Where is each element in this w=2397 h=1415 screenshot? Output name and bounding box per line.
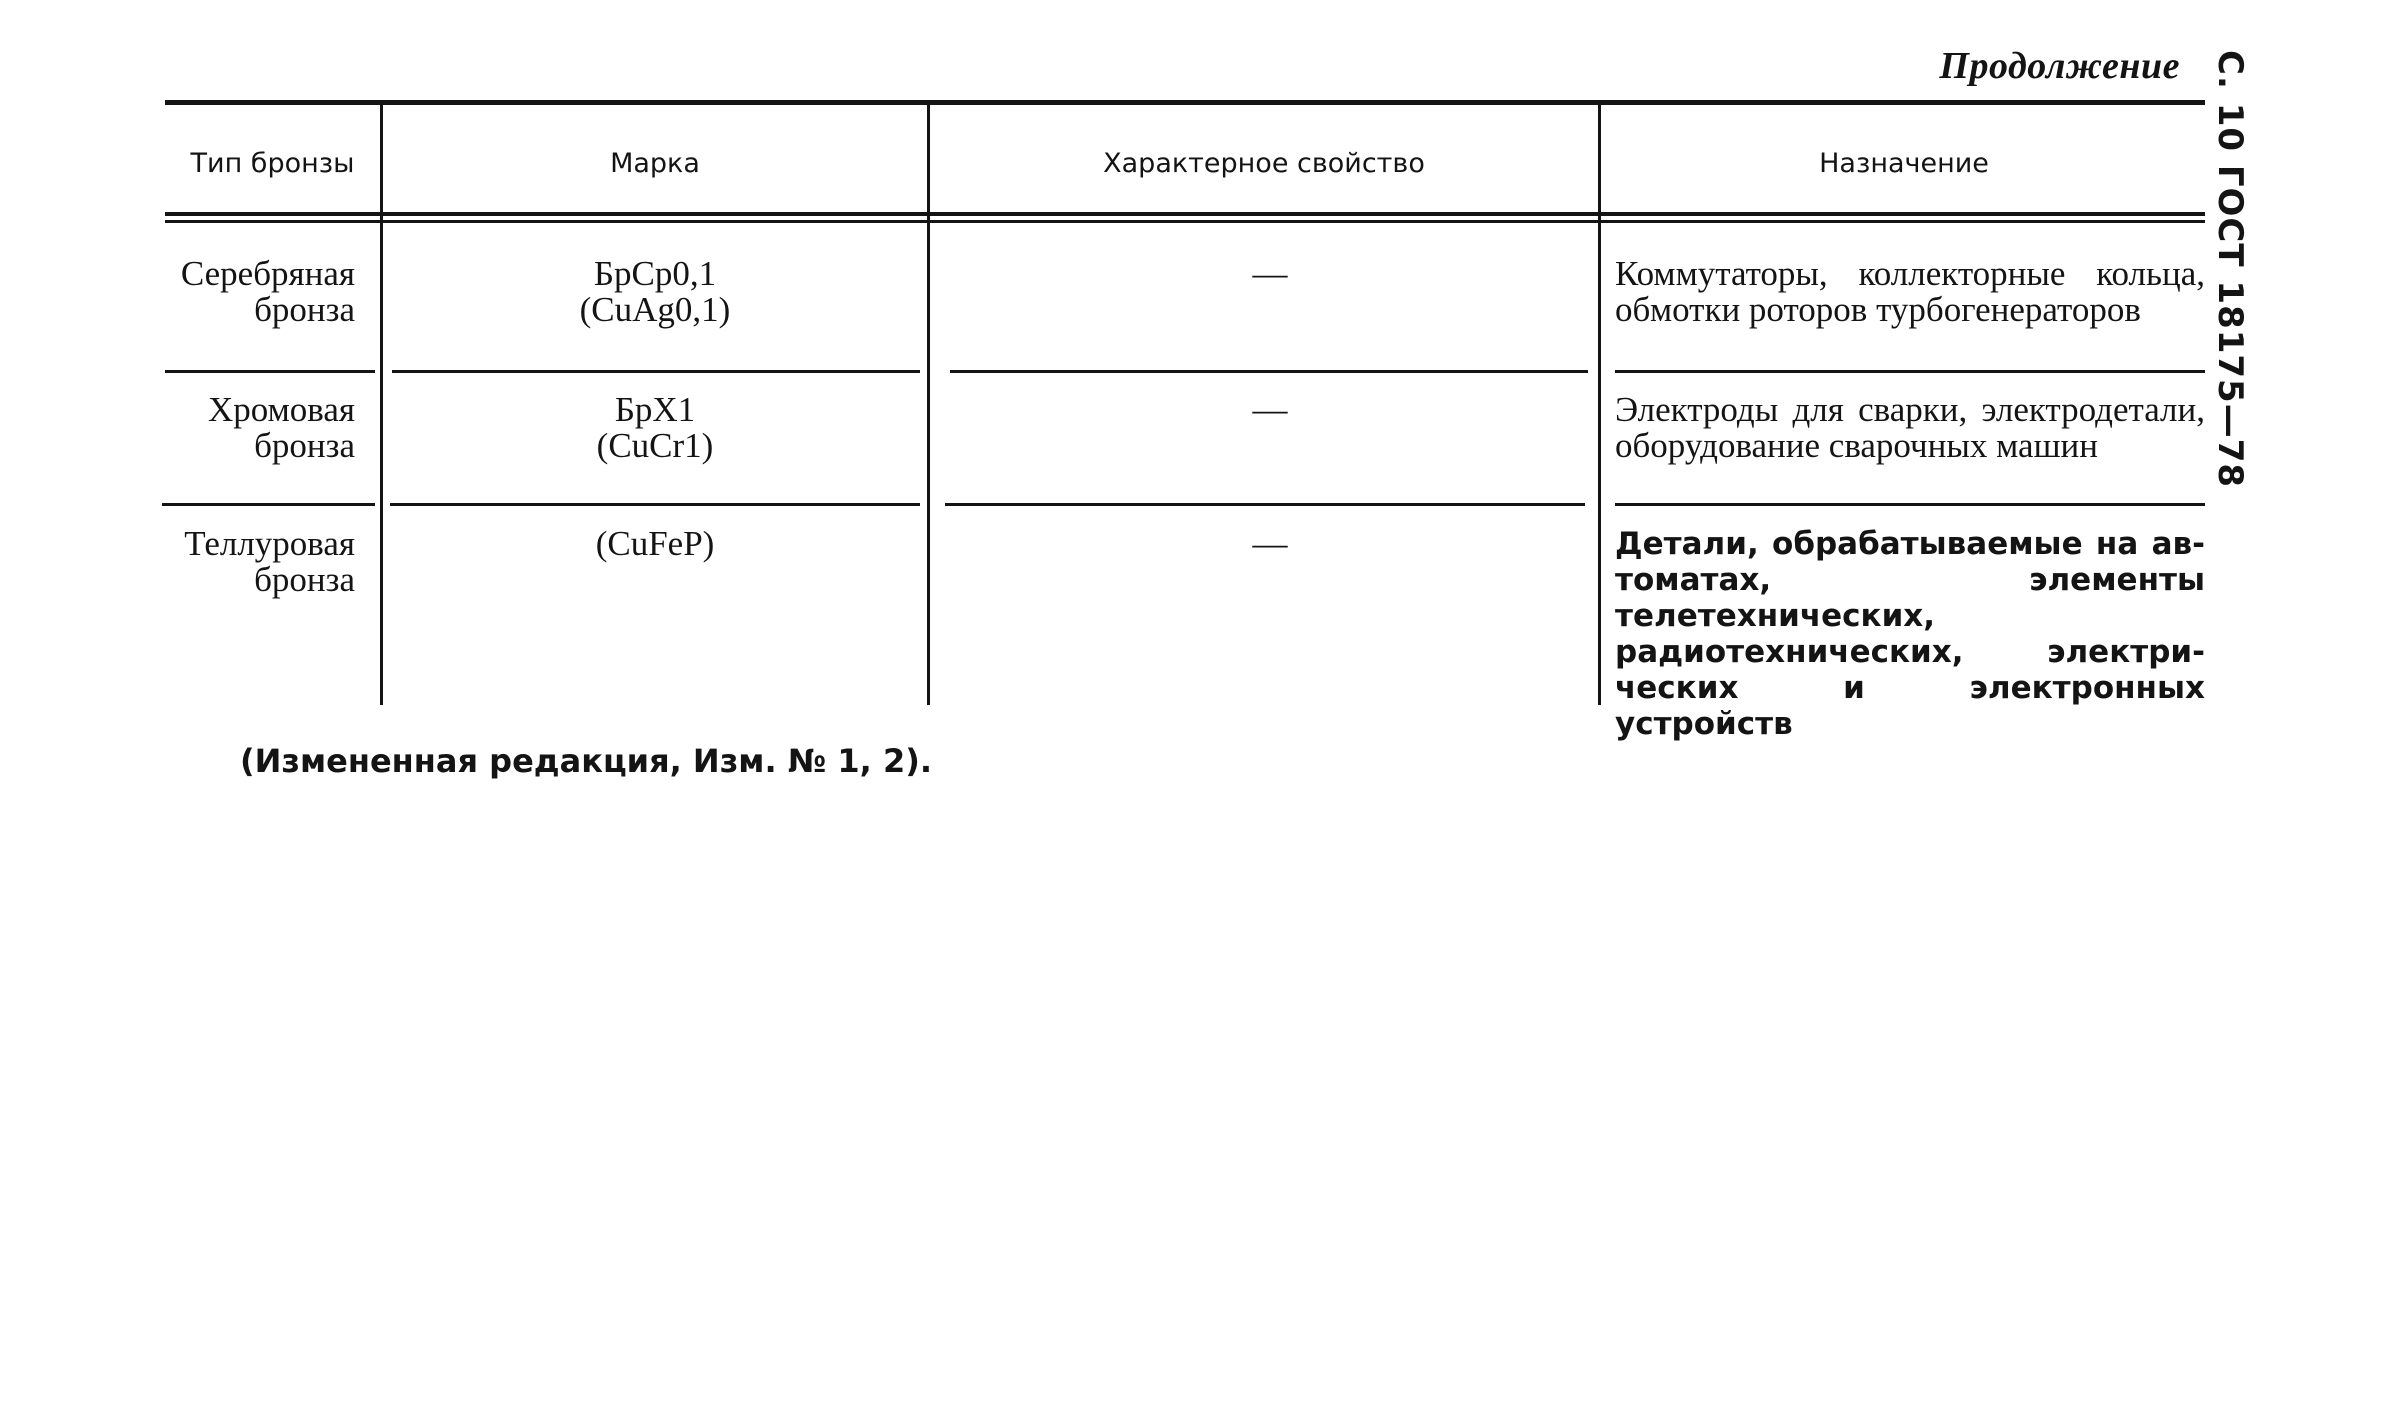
row2-purpose: Электроды для сварки, электродетали, оборудование сварочных машин bbox=[1615, 390, 2205, 465]
row3-property: — bbox=[1252, 524, 1288, 563]
header-purpose: Назначение bbox=[1819, 148, 1989, 179]
row2-grade-line2: (CuCr1) bbox=[596, 426, 714, 465]
header-type: Тип бронзы bbox=[190, 148, 355, 179]
row1-grade-line1: БрСр0,1 bbox=[593, 254, 717, 293]
row1-grade-line2: (CuAg0,1) bbox=[579, 290, 731, 329]
col-sep-2 bbox=[927, 105, 930, 705]
header-property: Характерное свойство bbox=[1103, 148, 1425, 179]
row-sep-1-purpose bbox=[1615, 370, 2205, 373]
row2-grade bbox=[385, 392, 925, 464]
row3-purpose: Детали, обрабатываемые на автоматах, элементы телетехнических, радиотехнических, электрических и электронных устройств bbox=[1615, 526, 2205, 742]
row-sep-2-prop bbox=[945, 503, 1585, 506]
row2-grade-line1: БрХ1 bbox=[614, 390, 696, 429]
row3-grade-line1: (CuFeP) bbox=[595, 524, 715, 563]
row-sep-2-type bbox=[162, 503, 375, 506]
col-sep-1 bbox=[380, 105, 383, 705]
row-sep-2-grade bbox=[390, 503, 920, 506]
table-top-rule bbox=[165, 100, 2205, 105]
header-grade: Марка bbox=[610, 148, 700, 179]
row2-property: — bbox=[1252, 390, 1288, 429]
row2-type: Хромовая бронза bbox=[208, 390, 355, 465]
revision-note: (Измененная редакция, Изм. № 1, 2). bbox=[240, 742, 932, 780]
row3-grade bbox=[385, 526, 925, 562]
page-side-header: С. 10 ГОСТ 18175—78 bbox=[2210, 50, 2250, 489]
header-rule-1 bbox=[165, 212, 2205, 216]
row1-purpose: Коммутаторы, коллекторные кольца, обмотки роторов турбогенераторов bbox=[1615, 254, 2205, 329]
row-sep-2-purpose bbox=[1615, 503, 2205, 506]
row1-type: Серебряная бронза bbox=[180, 254, 355, 329]
row1-property: — bbox=[1252, 254, 1288, 293]
row-sep-1-grade bbox=[392, 370, 920, 373]
header-rule-2 bbox=[165, 220, 2205, 223]
continuation-label: Продолжение bbox=[1939, 45, 2180, 87]
row-sep-1-prop bbox=[950, 370, 1588, 373]
row-sep-1-type bbox=[165, 370, 375, 373]
row3-type: Теллуровая бронза bbox=[184, 524, 355, 599]
row1-grade bbox=[385, 256, 925, 328]
